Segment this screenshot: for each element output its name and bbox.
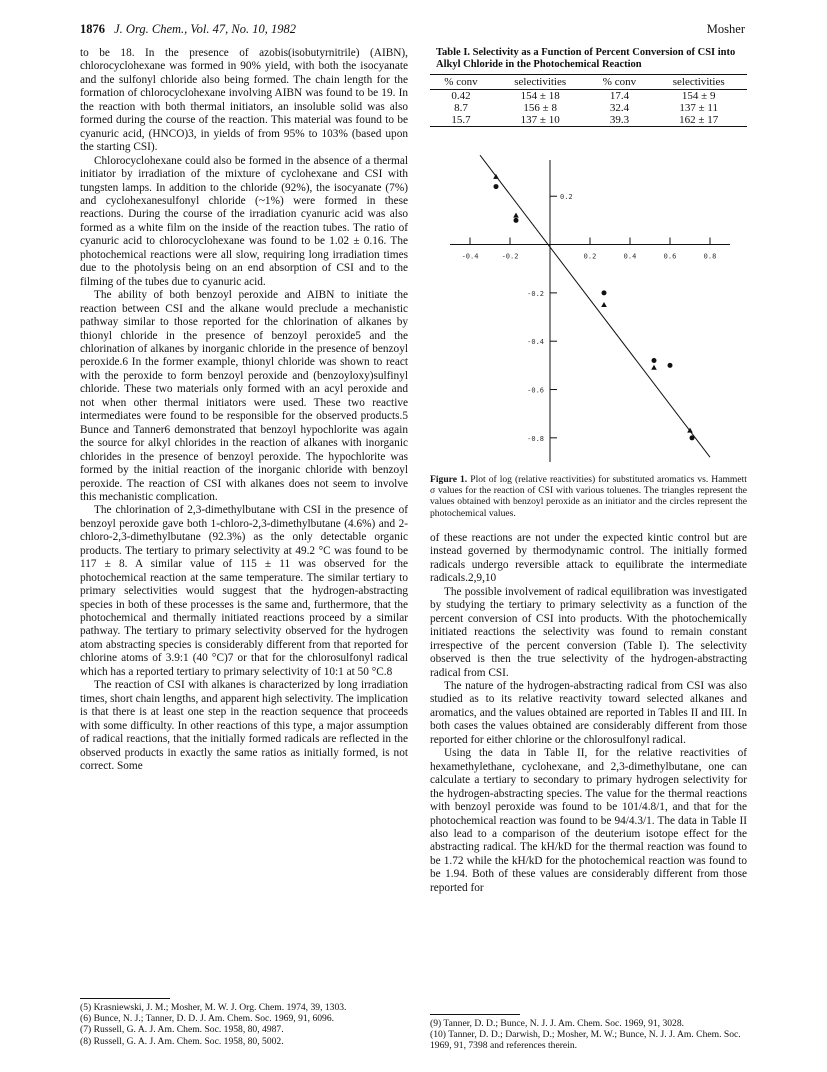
figure-1 bbox=[420, 150, 747, 470]
triangle-point bbox=[601, 302, 607, 307]
y-tick-label: 0.2 bbox=[560, 193, 573, 202]
circle-point bbox=[494, 184, 499, 189]
table-cell: 156 ± 8 bbox=[523, 102, 557, 114]
paragraph: The nature of the hydrogen-abstracting radical from CSI was also studied as to its relative reactivity toward selected alkanes and aromatics, and the values obtained are reported in Tables II and III. In both cases the values obtained are considerably different from those reported for either chlorine or the chlorosulfonyl radical. bbox=[430, 679, 747, 746]
table-cell: 15.7 bbox=[451, 114, 471, 126]
circle-point bbox=[602, 290, 607, 295]
x-tick-label: -0.4 bbox=[461, 252, 479, 261]
column-header: selectivities bbox=[650, 75, 747, 90]
table-caption: Table I. Selectivity as a Function of Percent Conversion of CSI into Alkyl Chloride in the Photochemical Reaction bbox=[436, 47, 736, 70]
x-tick-label: 0.8 bbox=[703, 252, 717, 261]
table-row bbox=[430, 114, 747, 127]
table-header-row bbox=[430, 75, 747, 90]
x-tick-label: 0.4 bbox=[623, 252, 637, 261]
left-column bbox=[80, 47, 408, 773]
figure-label: Figure 1. bbox=[430, 474, 468, 485]
footnote: (7) Russell, G. A. J. Am. Chem. Soc. 1958, 80, 4987. bbox=[80, 1024, 284, 1036]
column-header: % conv bbox=[588, 75, 650, 90]
footnote-rule bbox=[80, 998, 170, 999]
triangle-point bbox=[651, 365, 657, 370]
paragraph: to be 18. In the presence of azobis(isobutyrnitrile) (AIBN), chlorocyclohexane was formed in 90% yield, with both the isocyanate and the sulfonyl chloride also being formed. The chain length for the formation of chlorocyclohexane involving AIBN was found to be 19. In the reaction with both thermal initiators, an insoluble solid was also formed during the course of the reaction. This material was found to be cyanuric acid, (HNCO)3, in yields of from 95% to 103% (based upon the starting CSI). bbox=[80, 47, 408, 154]
paragraph: The chlorination of 2,3-dimethylbutane with CSI in the presence of benzoyl peroxide gave both 1-chloro-2,3-dimethylbutane (4.6%) and 2-chloro-2,3-dimethylbutane (92.3%) as the only detectable organic products. The tertiary to primary selectivity at 49.2 °C was found to be 117 ± 8. A similar value of 115 ± 11 was observed for the photochemical reaction at the same temperature. The similar tertiary to primary selectivities would suggest that the hydrogen-abstracting species in both of these processes is the same and, furthermore, that the photochemical and thermally initiated reactions proceed by a similar pathway. The tertiary to primary selectivity observed for the hydrogen atom abstracting species is considerably different from that reported for chlorine atoms of 3.9:1 (40 °C)7 or that for the chlorosulfonyl radical which has a reported tertiary to primary selectivity of 10:1 at 50 °C.8 bbox=[80, 504, 408, 678]
hammett-plot bbox=[420, 150, 747, 470]
circle-point bbox=[690, 435, 695, 440]
footnote: (10) Tanner, D. D.; Darwish, D.; Mosher, M. W.; Bunce, N. J. J. Am. Chem. Soc. 1969, 91, 7398 and references therein. bbox=[430, 1029, 741, 1052]
circle-point bbox=[668, 363, 673, 368]
table-cell: 154 ± 18 bbox=[520, 90, 560, 102]
paragraph: of these reactions are not under the expected kintic control but are instead governed by thermodynamic control. The initially formed radicals undergo reversible attack to equilibrate the intermediate radicals.2,9,10 bbox=[430, 532, 747, 585]
x-tick-label: 0.6 bbox=[663, 252, 677, 261]
y-tick-label: -0.8 bbox=[527, 434, 544, 443]
circle-point bbox=[514, 218, 519, 223]
table-cell: 162 ± 17 bbox=[679, 114, 719, 126]
table-row bbox=[430, 102, 747, 114]
table-cell: 137 ± 11 bbox=[679, 102, 719, 114]
y-tick-label: -0.4 bbox=[527, 338, 544, 347]
triangle-point bbox=[513, 213, 519, 218]
footnote-rule bbox=[430, 1014, 520, 1015]
footnote: (8) Russell, G. A. J. Am. Chem. Soc. 1958, 80, 5002. bbox=[80, 1035, 284, 1047]
triangle-point bbox=[493, 174, 499, 179]
table-cell: 0.42 bbox=[451, 90, 471, 102]
table-cell: 32.4 bbox=[609, 102, 630, 114]
table-cell: 137 ± 10 bbox=[520, 114, 560, 126]
fit-line bbox=[480, 155, 710, 457]
x-tick-label: 0.2 bbox=[583, 252, 597, 261]
paragraph: The ability of both benzoyl peroxide and AIBN to initiate the reaction between CSI and the alkane would preclude a mechanistic pathway similar to those reported for the chlorination of alkanes by thionyl chloride in the presence of benzoyl peroxide5 and the chlorination of alkanes by inorganic chloride in the presence of benzoyl peroxide.6 In the former example, thionyl chloride was shown to react with the peroxide to form benzoyl peroxide and (benzoyloxy)sulfinyl chloride. These two materials only formed with an acyl peroxide and not when other thermal initiators were used. These two reactive intermediates were found to be responsible for the observed products.5 Bunce and Tanner6 demonstrated that benzoyl hypochlorite was again the source for alkyl chlorides in the reaction of alkanes with inorganic chlorides in the presence of benzoyl peroxide. The hypochlorite was formed by the initial reaction of the inorganic chloride with benzoyl peroxide. The reaction of CSI with alkanes does not seem to involve this mechanistic complication. bbox=[80, 289, 408, 503]
footnote: (9) Tanner, D. D.; Bunce, N. J. J. Am. Chem. Soc. 1969, 91, 3028. bbox=[430, 1018, 685, 1029]
paragraph: The reaction of CSI with alkanes is characterized by long irradiation times, short chain lengths, and apparent high selectivity. The implication is that there is at least one step in the reaction sequence that proceeds with some difficulty. In other reactions of this type, a major assumption of radical reactions, that the initially formed radicals are reflected in the observed products in exactly the same ratios as initially formed, is not correct. Some bbox=[80, 679, 408, 773]
table-1 bbox=[430, 47, 747, 127]
table-cell: 17.4 bbox=[609, 90, 630, 102]
column-header: % conv bbox=[430, 75, 492, 90]
journal-citation: J. Org. Chem., Vol. 47, No. 10, 1982 bbox=[114, 22, 296, 36]
page-number: 1876 bbox=[80, 22, 105, 36]
footnote: (5) Krasniewski, J. M.; Mosher, M. W. J. Org. Chem. 1974, 39, 1303. bbox=[80, 1002, 347, 1013]
paragraph: The possible involvement of radical equilibration was investigated by studying the tertiary to primary selectivity as a function of the percent conversion of CSI into products. With the photochemically initiated reactions the selectivity was found to remain constant irrespective of the percent conversion (Table I). The selectivity observed is then the true selectivity of the hydrogen-abstracting radical from CSI. bbox=[430, 585, 747, 679]
table-cell: 154 ± 9 bbox=[681, 90, 716, 102]
x-tick-label: -0.2 bbox=[501, 252, 519, 261]
y-tick-label: -0.6 bbox=[527, 386, 544, 395]
footnotes-right bbox=[430, 1018, 747, 1052]
right-column bbox=[430, 532, 747, 895]
footnotes-left bbox=[80, 1002, 408, 1047]
circle-point bbox=[652, 358, 657, 363]
running-header bbox=[80, 22, 745, 40]
figure-caption-text: Plot of log (relative reactivities) for substituted aromatics vs. Hammett σ values for the reaction of CSI with various toluenes. The triangles represent the values obtained with benzoyl peroxide as an initiator and the circles represent the photochemical values. bbox=[430, 474, 747, 519]
figure-caption bbox=[430, 474, 747, 519]
paragraph: Using the data in Table II, for the relative reactivities of hexamethylethane, cyclohexane, and 2,3-dimethylbutane, one can calculate a tertiary to secondary to primary hydrogen selectivity for the hydrogen-abstracting species. The value for the thermal reactions with benzoyl peroxide was found to be 101/4.8/1, and that for the photochemical reaction was found to be 94/4.3/1. The data in Table II also lead to a comparison of the deuterium isotope effect for the abstracting radical. The kH/kD for the thermal reaction was found to be 1.72 while the kH/kD for the photochemical reaction was found to be 1.94. Both of these values are considerably different from those reported for bbox=[430, 747, 747, 894]
table-cell: 39.3 bbox=[609, 114, 630, 126]
footnote: (6) Bunce, N. J.; Tanner, D. D. J. Am. Chem. Soc. 1969, 91, 6096. bbox=[80, 1013, 335, 1025]
y-tick-label: -0.2 bbox=[527, 289, 544, 298]
column-header: selectivities bbox=[492, 75, 589, 90]
selectivity-table bbox=[430, 74, 747, 127]
running-author: Mosher bbox=[706, 22, 745, 36]
paragraph: Chlorocyclohexane could also be formed in the absence of a thermal initiator by irradiation of the mixture of cyclohexane and CSI with tungsten lamps. In addition to the chloride (92%), the isocyanate (7%) and cyclohexanesulfonyl chloride (~1%) were formed in these reactions. During the course of the irradiation cyanuric acid was also formed as a white film on the inside of the reaction tubes. The ratio of cyanuric acid to chlorocyclohexane was found to be 1.02 ± 0.16. The photochemical reactions were all slow, requiring long irradiation times due to the photolysis being on an end absorption of CSI and to the filming of the tubes due to cyanuric acid. bbox=[80, 154, 408, 288]
table-row bbox=[430, 90, 747, 103]
table-cell: 8.7 bbox=[454, 102, 468, 114]
